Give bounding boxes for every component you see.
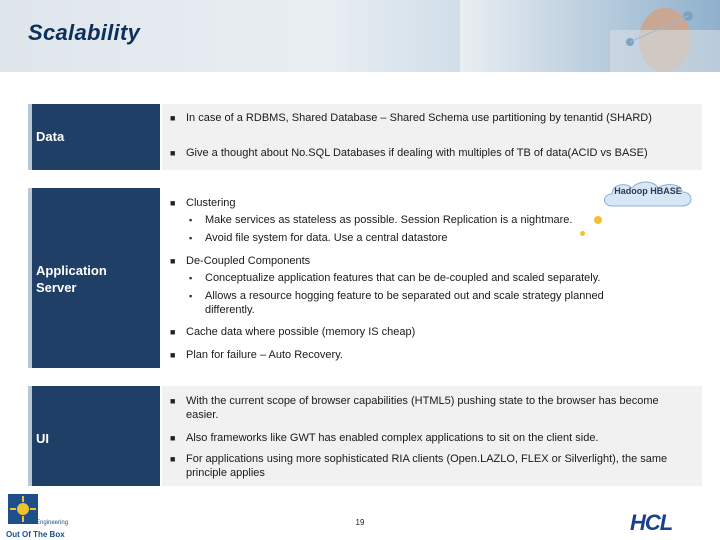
failure-bullet: ■ Plan for failure – Auto Recovery.	[170, 349, 343, 361]
callout-dot	[594, 216, 602, 224]
bullet-marker-icon: ■	[170, 113, 176, 123]
bullet-marker-icon: ■	[170, 396, 176, 406]
logo-text-line1: Engineering	[36, 520, 69, 526]
slide-header	[0, 0, 720, 72]
data-bullet-1: ■ In case of a RDBMS, Shared Database – Shared Schema use partitioning by tenantid (SHARD)	[170, 112, 652, 124]
bullet-marker-icon: ■	[170, 148, 176, 158]
bullet-marker-icon: ■	[170, 433, 176, 443]
header-hero-image	[460, 0, 720, 72]
clustering-sub-2: ▪ Avoid file system for data. Use a central datastore	[189, 232, 448, 244]
data-section-label: Data	[36, 129, 65, 144]
page-number: 19	[355, 518, 365, 527]
decoupled-bullet: ■ De-Coupled Components	[170, 255, 311, 267]
logo-text-line2: Out Of The Box	[6, 530, 65, 539]
hadoop-cloud-label: Hadoop HBASE	[614, 186, 682, 196]
callout-dot	[580, 231, 585, 236]
decoupled-sub-2: ▪ Allows a resource hogging feature to be separated out and scale strategy planned differently.	[189, 290, 604, 316]
slide-title: Scalability	[28, 20, 141, 45]
engineering-logo-icon	[8, 494, 38, 524]
bullet-marker-icon: ■	[170, 198, 176, 208]
ui-bullet-3: ■ For applications using more sophisticated RIA clients (Open.LAZLO, FLEX or Silverlight), the same principle applies	[170, 453, 668, 479]
app-server-section-label: Application Server	[36, 263, 107, 295]
ui-section-label: UI	[36, 431, 49, 446]
bullet-marker-icon: ■	[170, 350, 176, 360]
bullet-marker-icon: ■	[170, 327, 176, 337]
clustering-bullet: ■ Clustering	[170, 197, 236, 209]
sub-bullet-marker-icon: ▪	[189, 233, 193, 243]
data-bullet-2: ■ Give a thought about No.SQL Databases if dealing with multiples of TB of data(ACID vs BASE)	[170, 147, 648, 159]
bullet-marker-icon: ■	[170, 256, 176, 266]
ui-bullet-1: ■ With the current scope of browser capabilities (HTML5) pushing state to the browser has become easier.	[170, 395, 659, 421]
clustering-sub-1: ▪ Make services as stateless as possible. Session Replication is a nightmare.	[189, 214, 573, 226]
company-logo: HCL	[630, 510, 673, 535]
cache-bullet: ■ Cache data where possible (memory IS cheap)	[170, 326, 416, 338]
engineering-logo	[4, 494, 78, 538]
ui-bullet-2: ■ Also frameworks like GWT has enabled complex applications to sit on the client side.	[170, 432, 599, 444]
bullet-marker-icon: ■	[170, 454, 176, 464]
sub-bullet-marker-icon: ▪	[189, 273, 193, 283]
sub-bullet-marker-icon: ▪	[189, 215, 193, 225]
sub-bullet-marker-icon: ▪	[189, 291, 193, 301]
decoupled-sub-1: ▪ Conceptualize application features that can be de-coupled and scaled separately.	[189, 272, 601, 284]
